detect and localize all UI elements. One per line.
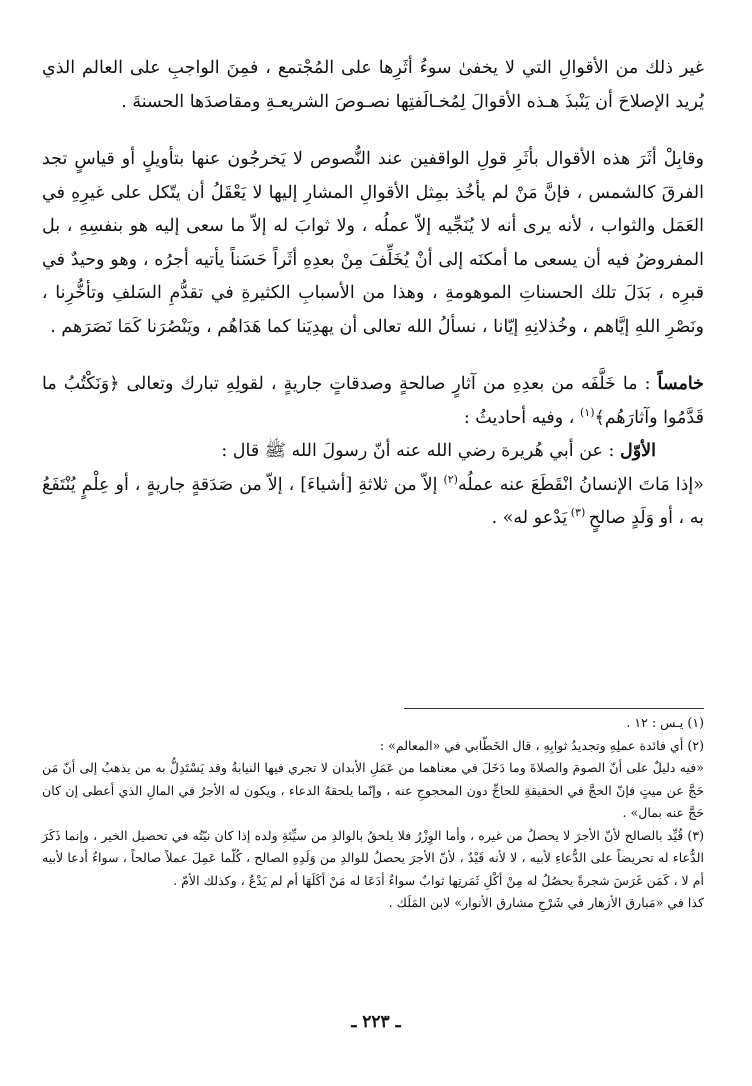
paragraph-5 bbox=[42, 469, 704, 536]
footnote-divider bbox=[404, 708, 704, 709]
paragraph-1: غير ذلك من الأقوالِ التي لا يخفىٰ سوءُ أثَرِها على المُجْتمع ، فمِنَ الواجبِ على العالم الذي يُريد الإصلاحَ أن يَنْبذَ هـذه الأقوالَ لِمُخـالَفتِها نصـوصَ الشريعـةِ ومقاصدَها الحسنةَ . bbox=[42, 58, 704, 112]
footnote-3: (٣) قُيِّد بالصالح لأنّ الأجرَ لا يحصلُ من غيره ، وأما الوِزْرُ فلا يلحقُ بالوالدِ من سيِّئةِ ولده إذا كان نيّتُه في تحصيل الخير ، وإنما ذَكَرَ الدُّعاء له تحريضاً على الدُّعاءِ لأبيه ، لا لأنه قَيْدٌ ، لأنّ الأجرَ يحصلُ للوالدِ من وَلَدِهِ الصالح ، كُلّما عَمِلَ عملاً صالحاً ، سواءٌ أدعا لأبيه أم لا ، كَمَن غَرَسَ شجرةً يحصُلُ له مِنْ أكْلِ ثَمَرتِها ثوابٌ سواءٌ أدَعَا له مَنْ أكَلَهَا أم لم يَدْعُ ، وكذلك الأمّ . bbox=[42, 827, 704, 888]
hadith-text-c: يَدْعو له» . bbox=[491, 508, 568, 528]
paragraph-gap bbox=[42, 119, 704, 143]
paragraph-gap bbox=[42, 344, 704, 368]
paragraph-3-text: : ما خَلَّفَه من بعدِهِ من آثارٍ صالحةٍ وصدقاتٍ جاريةٍ ، لقولِهِ تبارك وتعالى ﴿وَنَكْتُبُ ما قَدَّمُوا وآثارَهُم﴾ bbox=[42, 374, 704, 428]
paragraph-4-text: : عن أبي هُريرة رضي الله عنه أنّ رسولَ الله ﷺ قال : bbox=[221, 441, 620, 461]
footnote-ref-2: (٢) bbox=[443, 472, 458, 486]
footnote-ref-3: (٣) bbox=[567, 506, 589, 520]
paragraph-2: وقابِلْ أثَرَ هذه الأقوال بأثَرِ قولِ الواقفين عند النُّصوص لا يَخرجُون عنها بتأويلٍ أو قياسٍ تجد الفرقَ كالشمس ، فإنَّ مَنْ لم يأخُذ بمِثل الأقوالِ المشارِ إليها لا يَعْقَلُ أن يتّكل على غيرِهِ في العَمَل والثواب ، لأنه يرى أنه لا يُنَجِّيه إلاّ عملُه ، ولا ثوابَ له إلاّ ما سعى إليه هو بنفسِهِ ، بل المفروضُ فيه أن يسعى ما أمكنَه إلى أنْ يُخَلِّفَ مِنْ بعدِهِ أثَراً حَسَناً يأتيه أجرُه ، وهو وحيدٌ في قبرِه ، بَدَلَ تلك الحسناتِ الموهومةِ ، وهذا من الأسبابِ الكثيرةِ في تقدُّمِ السَلفِ وتأخُّرِنا ، ونَصْرِ اللهِ إيَّاهم ، وخُذلانِهِ إيّانا ، نسألُ الله تعالى أن يهدِيَنا كما هَدَاهُم ، ويَنْصُرَنا كَمَا نَصَرَهم . bbox=[42, 149, 704, 337]
footnote-2-quote: «فيه دليلٌ على أنّ الصومَ والصلاةَ وما دَخَلَ في معناهما من عَمَلِ الأبدان لا تجري فيها النيابةُ وقد يَسْتَدِلُّ به من يذهبُ إلى أنّ مَن حَجَّ عن ميتٍ فإنّ الحجَّ في الحقيقةِ للحاجِّ دون المحجوجِ عنه ، وإنّما يلحقهُ الدعاء ، ويكون له الأجرُ في المالِ الذي أعطى إن كان حَجَّ عنه بمال» . bbox=[42, 760, 704, 820]
section-heading-fifth: خامساً bbox=[657, 374, 704, 394]
hadith-text-a: «إذا مَاتَ الإنسانُ انْقَطَعَ عنه عملُه bbox=[457, 474, 704, 495]
paragraph-3 bbox=[42, 368, 704, 435]
footnotes bbox=[42, 712, 704, 915]
paragraph-4 bbox=[42, 435, 704, 469]
footnote-ref-1: (١) bbox=[579, 405, 595, 419]
footnote-2-title: (٢) أي فائدة عملِهِ وتجديدُ ثوابِهِ ، قال الخَطّابي في «المعالم» : bbox=[379, 737, 704, 753]
paragraph-3-tail: ، وفيه أحاديثُ : bbox=[463, 407, 580, 428]
page-number: ـ ٢٢٣ ـ bbox=[351, 1012, 401, 1032]
hadith-heading-first: الأوّل bbox=[619, 441, 656, 461]
footnote-3-source: كذا في «مَبارق الأزهار في شَرْحِ مشارق الأنوار» لابن المَلَك . bbox=[388, 895, 704, 910]
footnote-1: (١) يـس : ١٢ . bbox=[626, 715, 704, 730]
hadith-text-b: إلاّ من ثلاثةِ [أشياءَ] ، إلاّ من صَدَقةٍ جاريةٍ ، أو عِلْمٍ يُنْتَفَعُ به ، أو وَلَدٍ صالحٍ bbox=[42, 474, 704, 528]
main-text bbox=[42, 52, 704, 536]
